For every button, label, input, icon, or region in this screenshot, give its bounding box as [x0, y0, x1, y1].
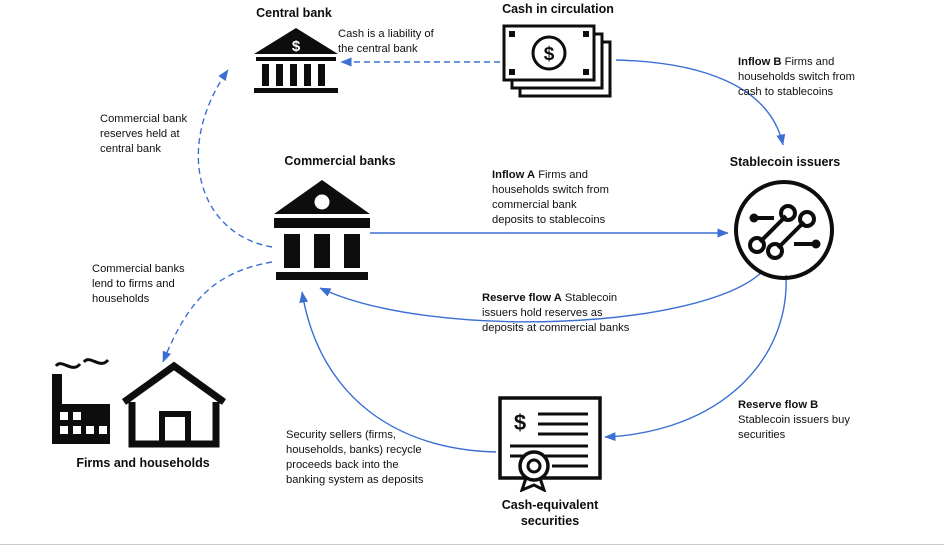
banknotes-icon: [496, 20, 620, 100]
annotation-line-2: issuers hold reserves as: [482, 306, 603, 319]
svg-text:$: $: [543, 44, 555, 65]
annotation-reserve-flow-b: [738, 398, 903, 443]
node-label-firms-and-households: Firms and households: [76, 456, 210, 470]
annotation-line-2: households, banks) recycle: [286, 443, 422, 456]
annotation-line-3: commercial bank: [492, 198, 577, 211]
annotation-line-1: Cash is a liability of: [338, 28, 434, 40]
factory-and-house-icon: [40, 352, 240, 452]
annotation-inflow-a: [492, 168, 672, 228]
blockchain-network-icon: [728, 178, 840, 282]
node-label-stablecoin-issuers: Stablecoin issuers: [729, 155, 841, 169]
certificate-icon: [492, 392, 610, 492]
annotation-commercial-bank-reserves: [100, 112, 240, 157]
annotation-line-1: Stablecoin: [564, 292, 618, 304]
annotation-line-2: households switch from: [738, 70, 855, 83]
label-line-1: Cash-equivalent: [501, 498, 599, 512]
annotation-line-2: households switch from: [492, 183, 609, 196]
annotation-bold: Inflow A: [492, 169, 536, 181]
node-label-commercial-banks: Commercial banks: [284, 154, 396, 168]
bank-building-icon: [248, 24, 344, 96]
annotation-line-3: central bank: [100, 142, 161, 155]
annotation-line-1: Stablecoin issuers buy: [738, 413, 850, 426]
annotation-line-2: reserves held at: [100, 127, 180, 140]
annotation-line-3: cash to stablecoins: [738, 85, 834, 98]
annotation-commercial-banks-lend: [92, 262, 242, 307]
node-label-cash-in-circulation: Cash in circulation: [502, 2, 614, 16]
annotation-security-sellers: [286, 428, 466, 488]
annotation-line-4: deposits to stablecoins: [492, 213, 606, 226]
annotation-line-2: securities: [738, 428, 786, 441]
annotation-line-2: the central bank: [338, 42, 418, 55]
svg-text:$: $: [291, 38, 301, 55]
annotation-inflow-b: [738, 55, 913, 100]
label-line-2: securities: [520, 513, 580, 528]
annotation-line-3: proceeds back into the: [286, 458, 399, 471]
annotation-bold: Inflow B: [738, 56, 782, 68]
annotation-bold: Reserve flow B: [738, 399, 819, 411]
node-label-cash-equivalent-securities: [470, 498, 630, 529]
annotation-line-1: Commercial bank: [100, 113, 188, 125]
annotation-line-2: lend to firms and: [92, 277, 175, 290]
annotation-line-3: households: [92, 292, 150, 305]
annotation-cash-liability: [338, 27, 488, 57]
annotation-reserve-flow-a: [482, 291, 697, 336]
annotation-line-1: Firms and: [538, 169, 588, 181]
annotation-line-1: Security sellers (firms,: [286, 429, 397, 441]
annotation-line-1: Commercial banks: [92, 263, 185, 275]
annotation-line-1: Firms and: [784, 56, 835, 68]
annotation-bold: Reserve flow A: [482, 292, 562, 304]
annotation-line-3: deposits at commercial banks: [482, 321, 630, 334]
svg-text:$: $: [513, 410, 527, 435]
bank-columns-icon: [268, 176, 376, 282]
node-label-central-bank: Central bank: [256, 6, 332, 20]
annotation-line-4: banking system as deposits: [286, 473, 424, 486]
